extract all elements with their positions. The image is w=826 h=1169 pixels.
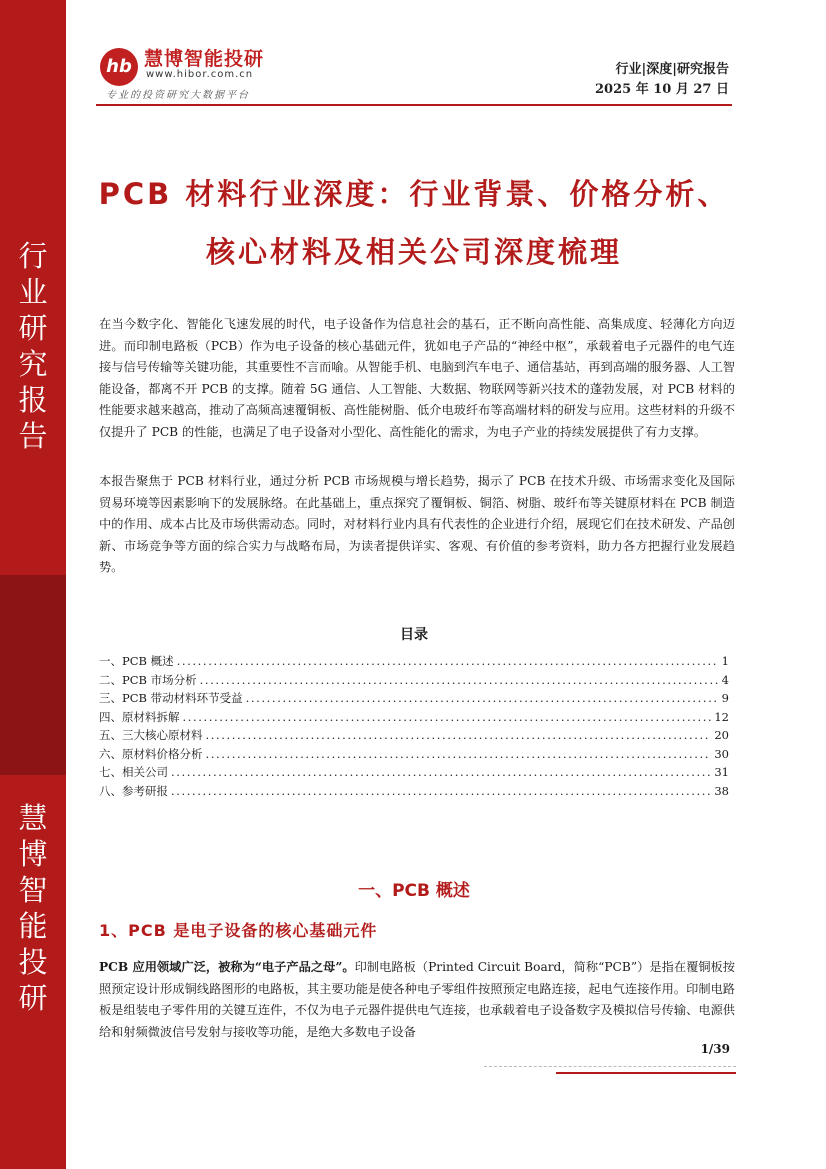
body-paragraph [99, 957, 735, 1043]
toc-item[interactable]: 六、原材料价格分析 ..... 30 [99, 745, 729, 764]
toc-item[interactable]: 一、PCB 概述 ..... 1 [99, 652, 729, 671]
toc-item[interactable]: 五、三大核心原材料 ..... 20 [99, 726, 729, 745]
report-title [96, 165, 732, 281]
report-title-line1: PCB 材料行业深度：行业背景、价格分析、 [98, 177, 730, 211]
toc-item[interactable]: 二、PCB 市场分析 ..... 4 [99, 671, 729, 690]
header-divider [96, 104, 732, 106]
footer-accent-line [556, 1072, 736, 1074]
toc-item[interactable]: 七、相关公司 ..... 31 [99, 763, 729, 782]
logo-slogan: 专业的投资研究大数据平台 [106, 90, 250, 101]
logo-name: 慧博智能投研 [144, 48, 265, 70]
sidebar-band [0, 575, 66, 775]
body-paragraph-lead: PCB 应用领域广泛，被称为“电子产品之母”。 [99, 960, 355, 974]
subsection-heading: 1、PCB 是电子设备的核心基础元件 [99, 921, 378, 940]
logo [100, 44, 360, 104]
toc-item[interactable]: 四、原材料拆解 ..... 12 [99, 708, 729, 727]
page-number: 1/39 [700, 1042, 730, 1056]
logo-url: www.hibor.com.cn [146, 69, 254, 80]
table-of-contents [99, 652, 729, 800]
report-date: 2025 年 10 月 27 日 [595, 82, 729, 97]
sidebar-label-brand: 慧 博 智 能 投 研 [18, 801, 48, 1015]
body-paragraph-text: 印制电路板（Printed Circuit Board，简称“PCB”）是指在覆铜板按照预定设计形成铜线路图形的电路板，其主要功能是使各种电子零组件按照预定电路连接，起电气连接作用。印制电路板是组装电子零件用的关键互连件，不仅为电子元器件提供电气连接，也承载着电子设备数字及模拟信号传输、电源供给和射频微波信号发射与接收等功能，是绝大多数电子设备 [99, 960, 735, 1039]
intro-paragraph-1: 在当今数字化、智能化飞速发展的时代，电子设备作为信息社会的基石，正不断向高性能、高集成度、轻薄化方向迈进。而印制电路板（PCB）作为电子设备的核心基础元件，犹如电子产品的“神经中枢”，承载着电子元器件的电气连接与信号传输等关键功能，其重要性不言而喻。从智能手机、电脑到汽车电子、通信基站，再到高端的服务器、人工智能设备，都离不开 PCB 的支撑。随着 5G 通信、人工智能、大数据、物联网等新兴技术的蓬勃发展，对 PCB 材料的性能要求越来越高，推动了高频高速覆铜板、高性能树脂、低介电玻纤布等高端材料的研发与应用。这些材料的升级不仅提升了 PCB 的性能，也满足了电子设备对小型化、高性能化的需求，为电子产业的持续发展提供了有力支撑。 [99, 317, 735, 439]
toc-item[interactable]: 八、参考研报 ..... 38 [99, 782, 729, 801]
sidebar [0, 0, 66, 1169]
intro-paragraph-2: 本报告聚焦于 PCB 材料行业，通过分析 PCB 市场规模与增长趋势，揭示了 PCB 在技术升级、市场需求变化及国际贸易环境等因素影响下的发展脉络。在此基础上，重点探究了覆铜板、铜箔、树脂、玻纤布等关键原材料在 PCB 制造中的作用、成本占比及市场供需动态。同时，对材料行业内具有代表性的企业进行介绍，展现它们在技术研发、产品创新、市场竞争等方面的综合实力与战略布局，为读者提供详实、客观、有价值的参考资料，助力各方把握行业发展趋势。 [99, 474, 735, 574]
report-category: 行业|深度|研究报告 [615, 62, 729, 77]
toc-title: 目录 [400, 627, 428, 643]
section-heading: 一、PCB 概述 [358, 881, 470, 901]
footer-dashed-line [484, 1066, 736, 1067]
toc-item[interactable]: 三、PCB 带动材料环节受益 ..... 9 [99, 689, 729, 708]
header-meta [595, 60, 729, 100]
sidebar-label-report-type: 行 业 研 究 报 告 [18, 239, 48, 453]
logo-mark-icon: hb [100, 48, 138, 86]
report-title-line2: 核心材料及相关公司深度梳理 [205, 235, 622, 269]
